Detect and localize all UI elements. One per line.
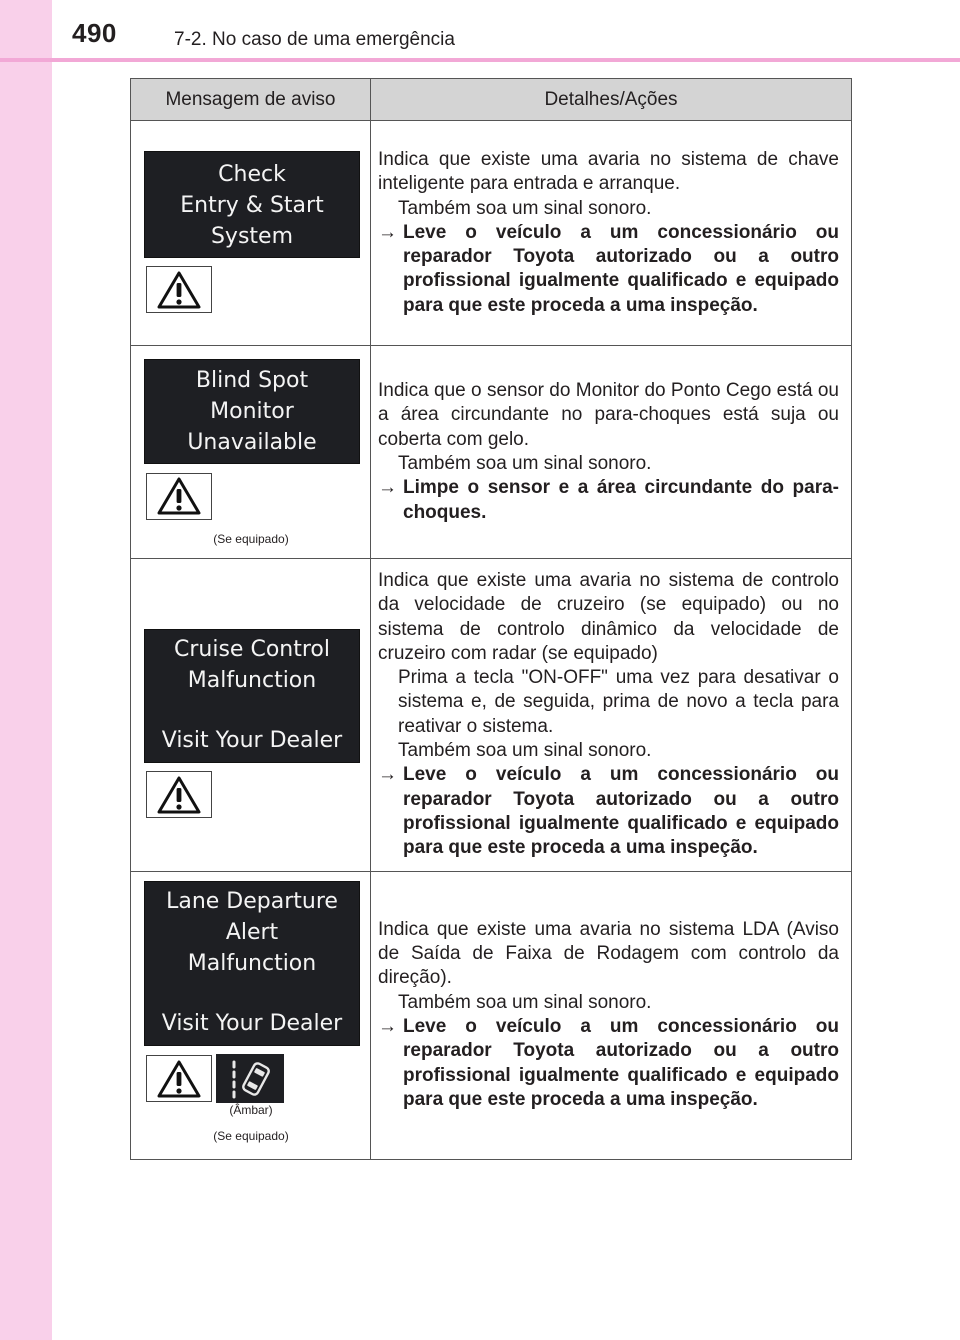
note-text: Também soa um sinal sonoro. xyxy=(398,740,652,762)
icon-row xyxy=(146,1054,370,1103)
display-line: Cruise Control xyxy=(174,637,330,663)
warning-triangle-icon xyxy=(146,771,212,818)
display-line: Blind Spot xyxy=(195,367,309,393)
arrow-symbol: → xyxy=(378,221,397,243)
message-cell xyxy=(131,346,371,559)
action-text: → Limpe o sensor e a área circundante do para-choques. xyxy=(378,477,839,523)
arrow-symbol: → xyxy=(378,764,397,786)
description: Indica que o sensor do Monitor do Ponto Cego está ou a área circundante no para-choques está suja ou coberta com gelo. xyxy=(378,380,839,450)
lane-departure-icon xyxy=(216,1054,284,1103)
table-row xyxy=(131,559,852,872)
display-line: Malfunction xyxy=(187,951,317,977)
warning-triangle-icon xyxy=(146,473,212,520)
display-message xyxy=(144,359,360,464)
details-cell xyxy=(371,559,852,872)
display-message xyxy=(144,151,360,258)
display-line: Monitor xyxy=(210,398,294,424)
display-line: Alert xyxy=(225,920,279,946)
equipped-note: (Se equipado) xyxy=(213,1129,289,1144)
message-cell xyxy=(131,559,371,872)
description: Indica que existe uma avaria no sistema LDA (Aviso de Saída de Faixa de Rodagem com controlo da direção). xyxy=(378,918,839,989)
action-text: → Leve o veículo a um concessionário ou reparador Toyota autorizado ou a outro profissional igualmente qualificado e equipado para que este proceda a uma inspeção. xyxy=(378,1016,839,1110)
equipped-note: (Se equipado) xyxy=(213,531,289,546)
page-number: 490 xyxy=(72,18,117,48)
arrow-symbol: → xyxy=(378,477,397,499)
action-text: → Leve o veículo a um concessionário ou reparador Toyota autorizado ou a outro profissional igualmente qualificado e equipado para que este proceda a uma inspeção. xyxy=(378,764,839,859)
note-text: Também soa um sinal sonoro. xyxy=(398,453,652,474)
display-line: Entry & Start System xyxy=(180,193,324,249)
display-line: Visit Your Dealer xyxy=(161,1011,343,1037)
section-title: 7-2. No caso de uma emergência xyxy=(174,29,455,50)
warning-triangle-icon xyxy=(146,266,212,313)
header-divider xyxy=(0,58,960,62)
description: Indica que existe uma avaria no sistema de controlo da velocidade de cruzeiro (se equipado) ou no sistema de controlo dinâmico da velocidade de cruzeiro com radar (se equipado) xyxy=(378,570,839,664)
side-bar xyxy=(0,0,52,1340)
arrow-symbol: → xyxy=(378,1016,397,1038)
note-text: Prima a tecla "ON-OFF" uma vez para desativar o sistema e, de seguida, prima de novo a tecla para reativar o sistema. xyxy=(398,667,839,737)
display-line: Visit Your Dealer xyxy=(161,728,343,754)
icon-row xyxy=(146,771,370,818)
description: Indica que existe uma avaria no sistema de chave inteligente para entrada e arranque. xyxy=(378,148,839,195)
display-message xyxy=(144,881,360,1046)
display-line: Check xyxy=(218,162,286,187)
warning-triangle-icon xyxy=(146,1055,212,1102)
details-cell xyxy=(371,871,852,1159)
display-line: Unavailable xyxy=(187,429,317,455)
table-header-row xyxy=(131,79,852,121)
table-row xyxy=(131,121,852,346)
column-header-message: Mensagem de aviso xyxy=(131,79,371,121)
message-cell xyxy=(131,121,371,346)
note-text: Também soa um sinal sonoro. xyxy=(398,197,652,219)
display-line xyxy=(145,979,359,1008)
action-text: → Leve o veículo a um concessionário ou reparador Toyota autorizado ou a outro profissional igualmente qualificado e equipado para que este proceda a uma inspeção. xyxy=(378,221,839,316)
message-cell xyxy=(131,871,371,1159)
table-row xyxy=(131,871,852,1159)
amber-label: (Âmbar) xyxy=(229,1103,273,1118)
icon-row xyxy=(146,473,370,520)
table-row xyxy=(131,346,852,559)
display-line xyxy=(145,696,359,725)
display-line: Lane Departure xyxy=(166,889,338,915)
details-cell xyxy=(371,346,852,559)
display-line: Malfunction xyxy=(187,668,317,694)
display-message xyxy=(144,629,360,763)
icon-row xyxy=(146,266,370,313)
details-cell xyxy=(371,121,852,346)
note-text: Também soa um sinal sonoro. xyxy=(398,991,652,1013)
column-header-details: Detalhes/Ações xyxy=(371,79,852,121)
warning-table xyxy=(130,78,852,1160)
